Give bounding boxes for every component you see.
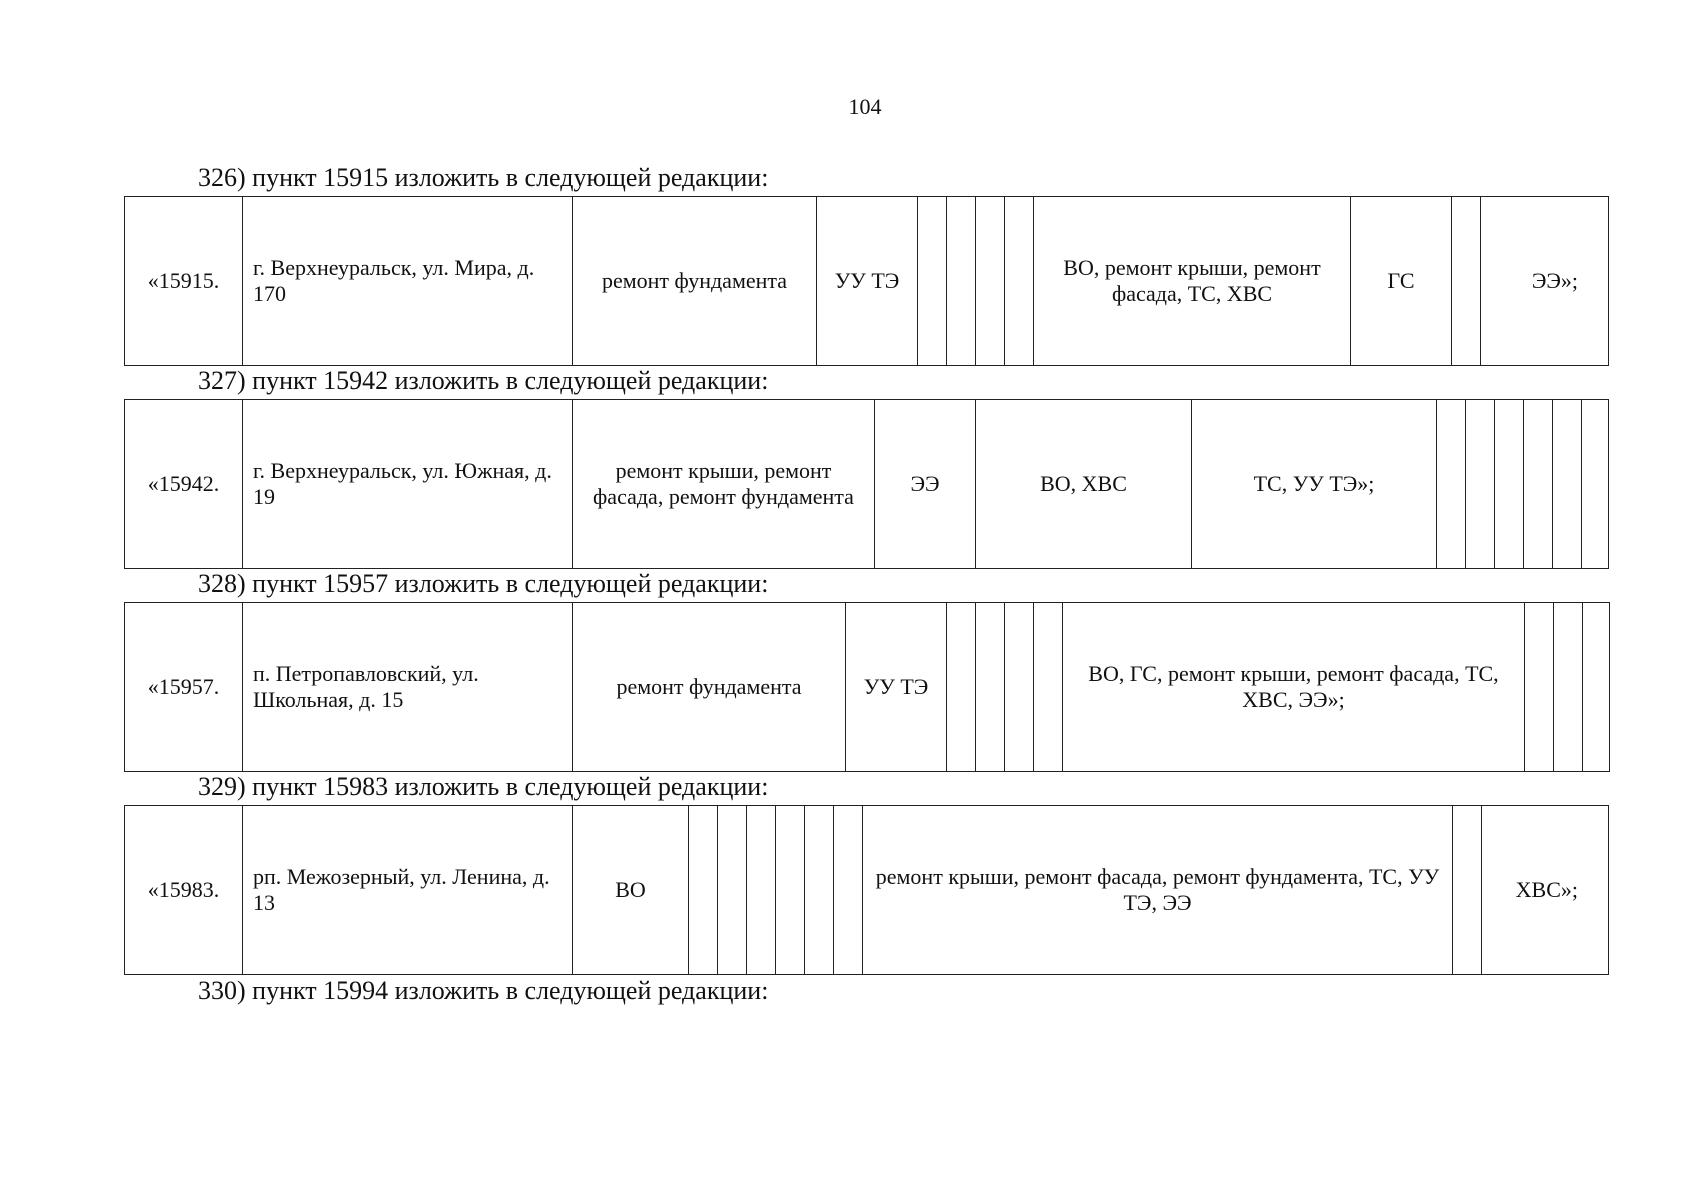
instruction-327: 327) пункт 15942 изложить в следующей редакции:	[198, 366, 769, 395]
cell-address: п. Петропавловский, ул. Школьная, д. 15	[243, 603, 573, 772]
instruction-328: 328) пункт 15957 изложить в следующей редакции:	[198, 569, 769, 598]
instruction-326: 326) пункт 15915 изложить в следующей редакции:	[198, 163, 769, 192]
cell-number: «15915.	[125, 197, 243, 366]
instruction-330: 330) пункт 15994 изложить в следующей редакции:	[198, 976, 769, 1005]
cell-empty	[1524, 400, 1553, 569]
table-15915	[124, 196, 1609, 366]
cell-work: ЭЭ»;	[1481, 197, 1609, 366]
cell-work: ВО	[573, 806, 689, 975]
table-row	[125, 197, 1609, 366]
cell-work: УУ ТЭ	[846, 603, 947, 772]
cell-empty	[689, 806, 718, 975]
cell-empty	[1553, 400, 1582, 569]
cell-work: ремонт фундамента	[573, 197, 817, 366]
cell-address: г. Верхнеуральск, ул. Мира, д. 170	[243, 197, 573, 366]
table-row	[125, 806, 1609, 975]
cell-number: «15942.	[125, 400, 243, 569]
cell-work: ВО, ХВС	[976, 400, 1192, 569]
cell-work: ВО, ГС, ремонт крыши, ремонт фасада, ТС, ХВС, ЭЭ»;	[1063, 603, 1525, 772]
cell-empty	[1466, 400, 1495, 569]
cell-empty	[918, 197, 947, 366]
cell-address: г. Верхнеуральск, ул. Южная, д. 19	[243, 400, 573, 569]
cell-number: «15983.	[125, 806, 243, 975]
cell-empty	[947, 197, 976, 366]
cell-empty	[747, 806, 776, 975]
cell-empty	[1495, 400, 1524, 569]
cell-empty	[834, 806, 863, 975]
table-15957	[124, 602, 1610, 772]
table-15942	[124, 399, 1609, 569]
cell-work: ЭЭ	[875, 400, 976, 569]
cell-work: ВО, ремонт крыши, ремонт фасада, ТС, ХВС	[1034, 197, 1351, 366]
cell-empty	[1005, 603, 1034, 772]
cell-empty	[1582, 400, 1609, 569]
cell-work: ремонт крыши, ремонт фасада, ремонт фундамента	[573, 400, 875, 569]
cell-empty	[1452, 197, 1481, 366]
cell-work: ремонт крыши, ремонт фасада, ремонт фундамента, ТС, УУ ТЭ, ЭЭ	[863, 806, 1453, 975]
cell-empty	[1583, 603, 1610, 772]
cell-empty	[976, 603, 1005, 772]
cell-empty	[718, 806, 747, 975]
cell-empty	[947, 603, 976, 772]
cell-number: «15957.	[125, 603, 243, 772]
cell-empty	[776, 806, 805, 975]
cell-empty	[805, 806, 834, 975]
cell-work: ТС, УУ ТЭ»;	[1192, 400, 1437, 569]
cell-empty	[1554, 603, 1583, 772]
cell-empty	[1525, 603, 1554, 772]
table-row	[125, 400, 1609, 569]
table-15983	[124, 805, 1609, 975]
cell-empty	[1453, 806, 1482, 975]
page-number: 104	[848, 94, 882, 119]
cell-empty	[1034, 603, 1063, 772]
cell-work: ремонт фундамента	[573, 603, 846, 772]
cell-empty	[976, 197, 1005, 366]
cell-work: ХВС»;	[1482, 806, 1609, 975]
cell-empty	[1005, 197, 1034, 366]
cell-address: рп. Межозерный, ул. Ленина, д. 13	[243, 806, 573, 975]
cell-empty	[1437, 400, 1466, 569]
cell-work: УУ ТЭ	[817, 197, 918, 366]
table-row	[125, 603, 1610, 772]
instruction-329: 329) пункт 15983 изложить в следующей редакции:	[198, 772, 769, 801]
cell-work: ГС	[1351, 197, 1452, 366]
